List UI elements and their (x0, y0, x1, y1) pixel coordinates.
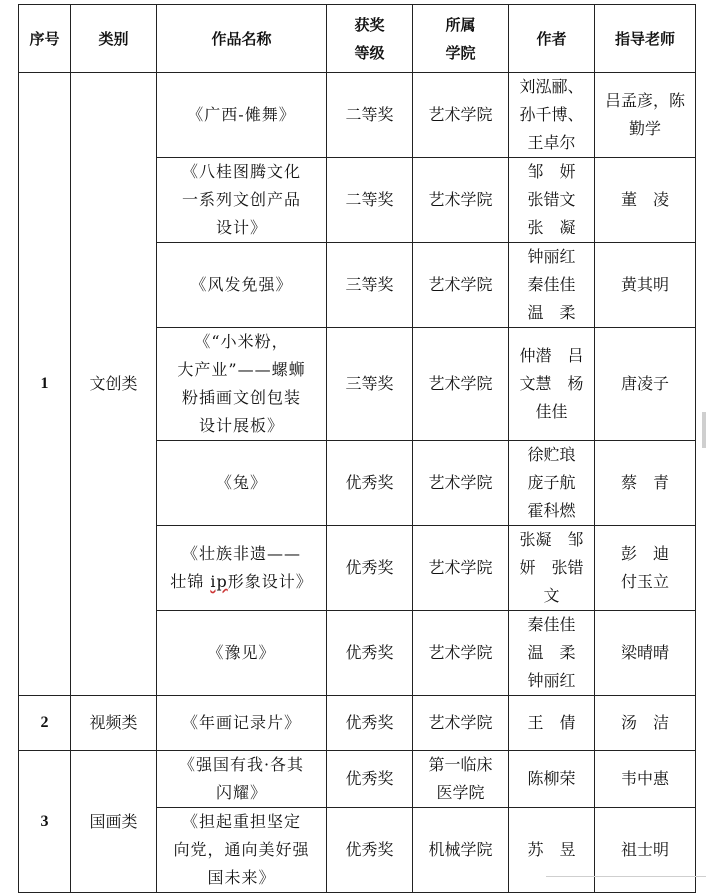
header-author: 作者 (509, 5, 595, 73)
college: 艺术学院 (413, 526, 509, 611)
award-level: 优秀奖 (327, 751, 413, 808)
group-category: 视频类 (71, 696, 157, 751)
awards-table (18, 4, 696, 893)
award-level: 优秀奖 (327, 611, 413, 696)
header-no: 序号 (19, 5, 71, 73)
work-title: 《担起重担坚定 向党，通向美好强 国未来》 (157, 808, 327, 893)
college: 艺术学院 (413, 611, 509, 696)
work-title: 《兔》 (157, 441, 327, 526)
group-number: 2 (19, 696, 71, 751)
work-title: 《广西-傩舞》 (157, 73, 327, 158)
award-level: 二等奖 (327, 73, 413, 158)
advisor: 唐凌子 (595, 328, 696, 441)
scroll-edge-marker (702, 412, 706, 448)
college: 艺术学院 (413, 243, 509, 328)
header-college: 所属 学院 (413, 5, 509, 73)
work-title: 《八桂图腾文化 一系列文创产品 设计》 (157, 158, 327, 243)
award-level: 优秀奖 (327, 808, 413, 893)
work-title: 《风发免强》 (157, 243, 327, 328)
college: 第一临床 医学院 (413, 751, 509, 808)
advisor: 蔡 青 (595, 441, 696, 526)
authors: 邹 妍 张错文 张 凝 (509, 158, 595, 243)
page-bottom-rule (546, 876, 706, 877)
header-level: 获奖 等级 (327, 5, 413, 73)
work-title: 《“小米粉， 大产业”——螺蛳 粉插画文创包装 设计展板》 (157, 328, 327, 441)
authors: 刘泓郦、 孙千博、 王卓尔 (509, 73, 595, 158)
work-title (157, 526, 327, 611)
header-work: 作品名称 (157, 5, 327, 73)
award-level: 优秀奖 (327, 441, 413, 526)
authors: 钟丽红 秦佳佳 温 柔 (509, 243, 595, 328)
college: 艺术学院 (413, 441, 509, 526)
authors: 苏 昱 (509, 808, 595, 893)
work-title-part: 《壮族非遗—— 壮锦 (170, 544, 301, 591)
award-level: 优秀奖 (327, 526, 413, 611)
table-row (19, 696, 696, 751)
table-row (19, 73, 696, 158)
work-title: 《强国有我·各其 闪耀》 (157, 751, 327, 808)
authors: 徐贮琅 庞子航 霍科燃 (509, 441, 595, 526)
table-row (19, 751, 696, 808)
award-level: 二等奖 (327, 158, 413, 243)
group-number: 3 (19, 751, 71, 893)
group-number: 1 (19, 73, 71, 696)
header-teacher: 指导老师 (595, 5, 696, 73)
college: 艺术学院 (413, 328, 509, 441)
authors: 张凝 邹 妍 张错 文 (509, 526, 595, 611)
advisor: 吕孟彦，陈 勤学 (595, 73, 696, 158)
group-category: 文创类 (71, 73, 157, 696)
award-level: 三等奖 (327, 328, 413, 441)
advisor: 汤 洁 (595, 696, 696, 751)
group-category: 国画类 (71, 751, 157, 893)
college: 艺术学院 (413, 696, 509, 751)
advisor: 董 凌 (595, 158, 696, 243)
advisor: 彭 迪 付玉立 (595, 526, 696, 611)
award-level: 三等奖 (327, 243, 413, 328)
authors: 陈柳荣 (509, 751, 595, 808)
work-title-ip: ip (210, 572, 228, 591)
college: 机械学院 (413, 808, 509, 893)
header-category: 类别 (71, 5, 157, 73)
college: 艺术学院 (413, 73, 509, 158)
award-level: 优秀奖 (327, 696, 413, 751)
advisor: 黄其明 (595, 243, 696, 328)
advisor: 梁晴晴 (595, 611, 696, 696)
work-title: 《年画记录片》 (157, 696, 327, 751)
advisor: 祖士明 (595, 808, 696, 893)
work-title: 《豫见》 (157, 611, 327, 696)
authors: 仲潜 吕 文慧 杨 佳佳 (509, 328, 595, 441)
authors: 王 倩 (509, 696, 595, 751)
header-row (19, 5, 696, 73)
college: 艺术学院 (413, 158, 509, 243)
advisor: 韦中惠 (595, 751, 696, 808)
work-title-tail: 形象设计》 (227, 572, 313, 591)
authors: 秦佳佳 温 柔 钟丽红 (509, 611, 595, 696)
